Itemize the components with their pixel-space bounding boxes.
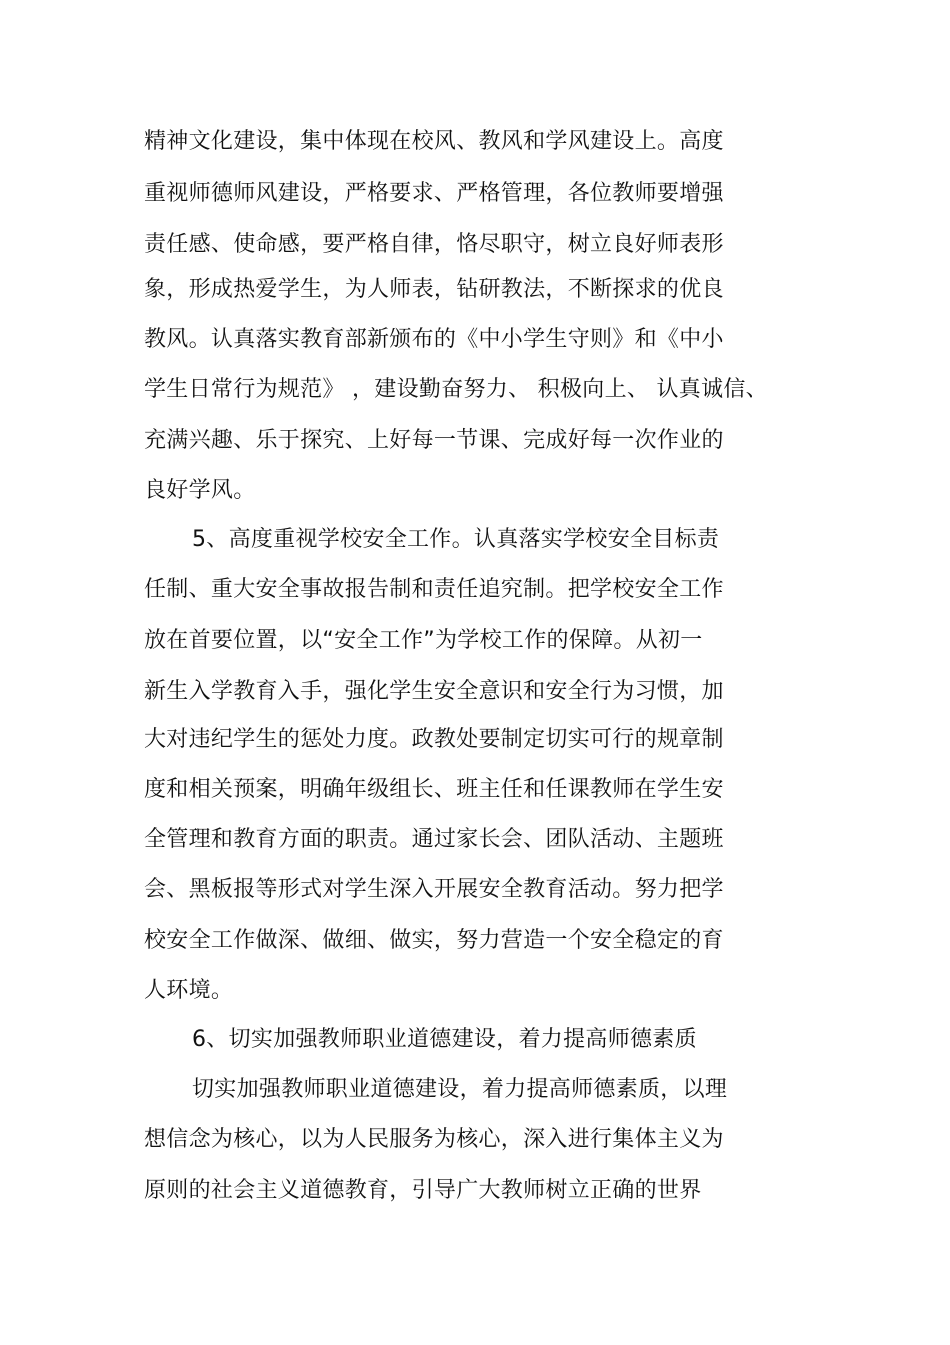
numbered-paragraph-heading: 5、高度重视学校安全工作。认真落实学校安全目标责 <box>192 527 720 552</box>
text-line: 会、黑板报等形式对学生深入开展安全教育活动。努力把学 <box>144 877 724 902</box>
text-line: 良好学风。 <box>144 478 256 503</box>
text-line: 人环境。 <box>144 978 234 1003</box>
text-line: 象，形成热爱学生，为人师表，钻研教法，不断探求的优良 <box>144 277 724 302</box>
text-line: 责任感、使命感，要严格自律，恪尽职守，树立良好师表形 <box>144 232 724 257</box>
text-line: 充满兴趣、乐于探究、上好每一节课、完成好每一次作业的 <box>144 428 724 453</box>
text-line: 全管理和教育方面的职责。通过家长会、团队活动、主题班 <box>144 827 724 852</box>
text-line: 切实加强教师职业道德建设，着力提高师德素质，以理 <box>192 1077 728 1102</box>
text-line: 原则的社会主义道德教育，引导广大教师树立正确的世界 <box>144 1178 702 1203</box>
text-line: 教风。认真落实教育部新颁布的《中小学生守则》和《中小 <box>144 327 724 352</box>
text-line: 新生入学教育入手，强化学生安全意识和安全行为习惯，加 <box>144 679 724 704</box>
text-line: 大对违纪学生的惩处力度。政教处要制定切实可行的规章制 <box>144 727 724 752</box>
text-line: 校安全工作做深、做细、做实，努力营造一个安全稳定的育 <box>144 928 724 953</box>
text-line: 学生日常行为规范》 ，建设勤奋努力、 积极向上、 认真诚信、 <box>144 377 768 402</box>
text-line: 精神文化建设，集中体现在校风、教风和学风建设上。高度 <box>144 129 724 154</box>
text-line: 放在首要位置，以“安全工作”为学校工作的保障。从初一 <box>144 628 703 653</box>
text-line: 想信念为核心，以为人民服务为核心，深入进行集体主义为 <box>144 1127 724 1152</box>
text-line: 任制、重大安全事故报告制和责任追究制。把学校安全工作 <box>144 577 724 602</box>
section-heading: 6、切实加强教师职业道德建设，着力提高师德素质 <box>192 1027 697 1052</box>
text-line: 度和相关预案，明确年级组长、班主任和任课教师在学生安 <box>144 777 724 802</box>
text-line: 重视师德师风建设，严格要求、严格管理，各位教师要增强 <box>144 181 724 206</box>
